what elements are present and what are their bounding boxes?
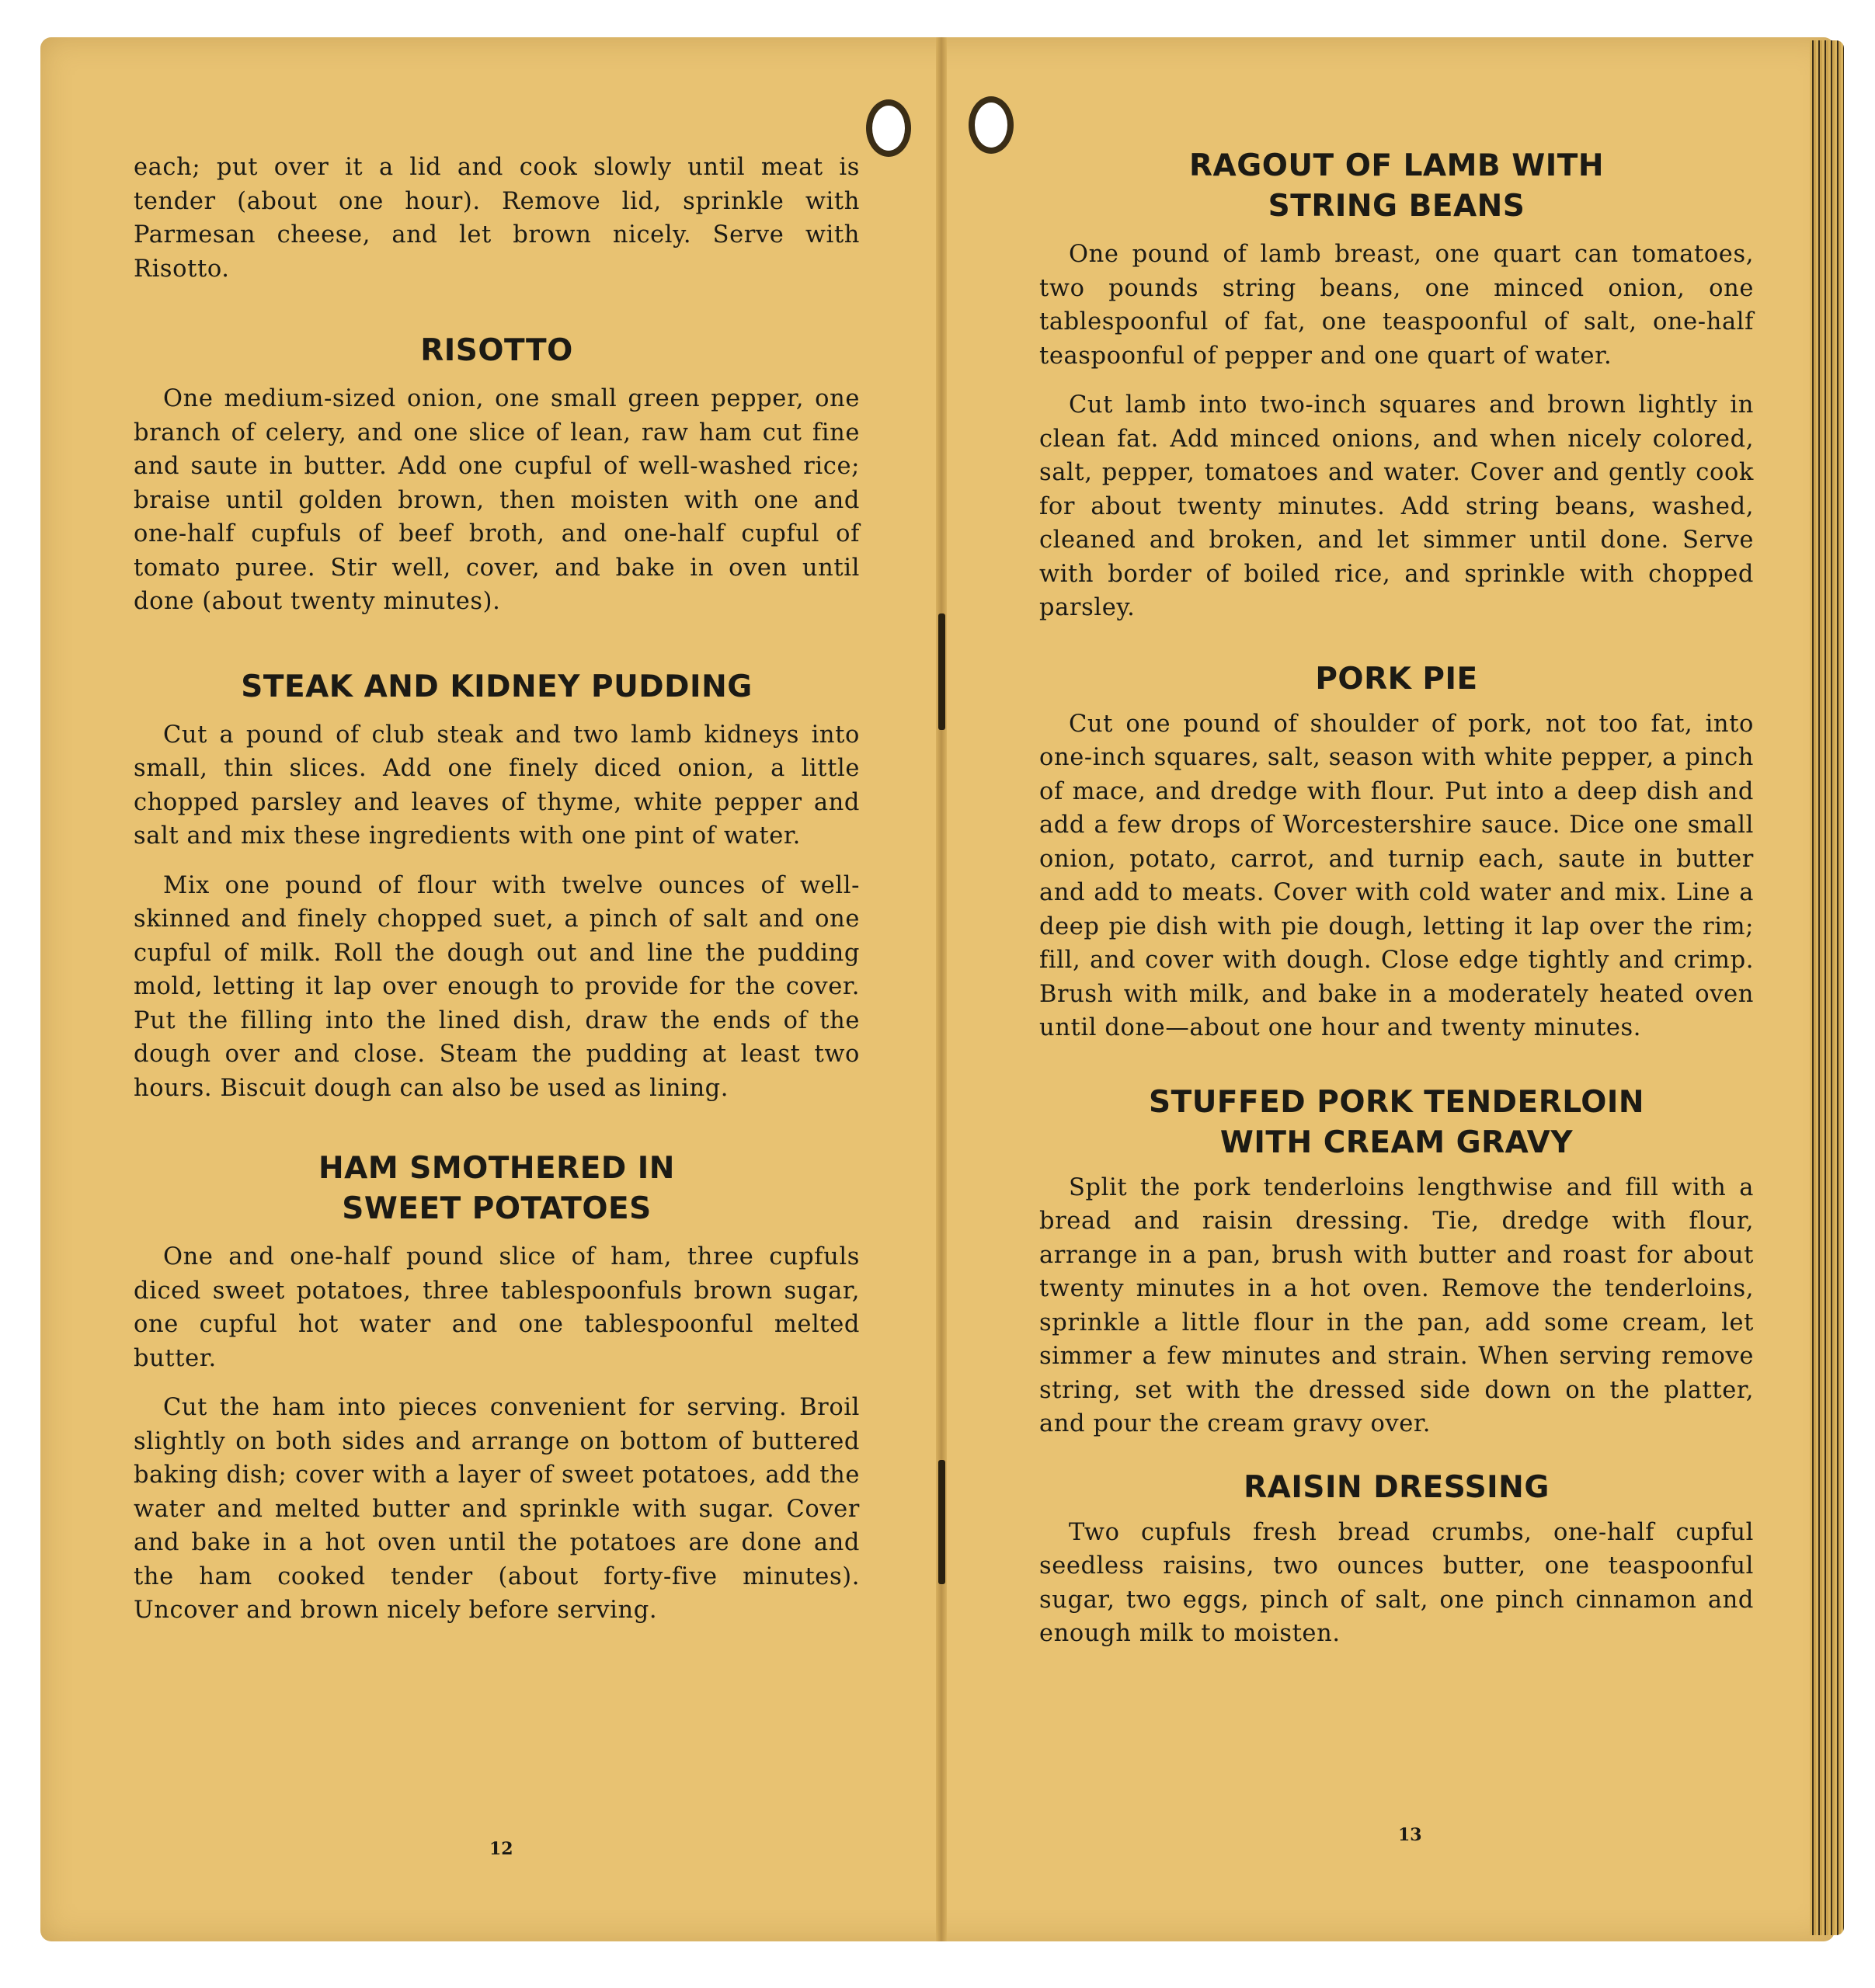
pork-pie-title: PORK PIE <box>1315 661 1478 697</box>
stuffed-pork-title-line-1: STUFFED PORK TENDERLOIN <box>1149 1084 1644 1120</box>
raisin-dressing-title: RAISIN DRESSING <box>1244 1469 1550 1505</box>
right-column <box>1039 146 1754 1667</box>
steak-kidney-paragraph-2: Mix one pound of flour with twelve ounces of well-skinned and finely chopped suet, a pinch of salt and one cupful of milk. Roll the dough out and line the pudding mold, letting it lap over enough to provide for the cover. Put the filling into the lined dish, draw the ends of the dough over and close. Steam the pudding at least two hours. Biscuit dough can also be used as lining. <box>134 871 860 1102</box>
ragout-title-line-1: RAGOUT OF LAMB WITH <box>1188 148 1605 183</box>
stuffed-pork-title-line-2: WITH CREAM GRAVY <box>1219 1124 1574 1160</box>
page-number-left: 12 <box>489 1839 513 1859</box>
ham-paragraph-1: One and one-half pound slice of ham, three cupfuls diced sweet potatoes, three tablespoonfuls brown sugar, one cupful hot water and one tablespoonful melted butter. <box>134 1243 860 1372</box>
risotto-title: RISOTTO <box>420 333 573 368</box>
page-number-right: 13 <box>1398 1825 1422 1845</box>
ham-title-line-1: HAM SMOTHERED IN <box>318 1151 675 1186</box>
raisin-dressing-paragraph: Two cupfuls fresh bread crumbs, one-half cupful seedless raisins, two ounces butter, one teaspoonful sugar, two eggs, pinch of salt, one pinch cinnamon and enough milk to moisten. <box>1039 1518 1754 1647</box>
pork-pie-paragraph: Cut one pound of shoulder of pork, not too fat, into one-inch squares, salt, season with white pepper, a pinch of mace, and dredge with flour. Put into a deep dish and add a few drops of Worcestershire sauce. Dice one small onion, potato, carrot, and turnip each, saute in butter and add to meats. Cover with cold water and mix. Line a deep pie dish with pie dough, letting it lap over the rim; fill, and cover with dough. Close edge tightly and crimp. Brush with milk, and bake in a moderately heated oven until done—about one hour and twenty minutes. <box>1039 710 1754 1041</box>
right-page <box>941 37 1842 1941</box>
left-page <box>40 37 941 1941</box>
intro-paragraph: each; put over it a lid and cook slowly until meat is tender (about one hour). Remove lid, sprinkle with Parmesan cheese, and let brown nicely. Serve with Risotto. <box>134 154 860 283</box>
ragout-title-line-2: STRING BEANS <box>1268 189 1525 224</box>
ragout-paragraph-2: Cut lamb into two-inch squares and brown lightly in clean fat. Add minced onions, and when nicely colored, salt, pepper, tomatoes and water. Cover and gently cook for about twenty minutes. Add string beans, washed, cleaned and broken, and let simmer until done. Serve with border of boiled rice, and sprinkle with chopped parsley. <box>1039 391 1754 621</box>
risotto-paragraph: One medium-sized onion, one small green pepper, one branch of celery, and one slice of lean, raw ham cut fine and saute in butter. Add one cupful of well-washed rice; braise until golden brown, then moisten with one and one-half cupfuls of beef broth, and one-half cupful of tomato puree. Stir well, cover, and bake in oven until done (about twenty minutes). <box>134 385 860 615</box>
ham-title-line-2: SWEET POTATOES <box>342 1191 652 1226</box>
ham-paragraph-2: Cut the ham into pieces convenient for serving. Broil slightly on both sides and arrange on bottom of buttered baking dish; cover with a layer of sweet potatoes, add the water and melted butter and sprinkle with sugar. Cover and bake in a hot oven until the potatoes are done and the ham cooked tender (about forty-five minutes). Uncover and brown nicely before serving. <box>134 1394 860 1624</box>
stuffed-pork-paragraph: Split the pork tenderloins lengthwise and fill with a bread and raisin dressing. Tie, dredge with flour, arrange in a pan, brush with butter and roast for about twenty minutes in a hot oven. Remove the tenderloins, sprinkle a little flour in the pan, add some cream, let simmer a few minutes and strain. When serving remove string, set with the dressed side down on the platter, and pour the cream gravy over. <box>1039 1173 1754 1437</box>
steak-kidney-title: STEAK AND KIDNEY PUDDING <box>241 669 753 704</box>
ragout-paragraph-1: One pound of lamb breast, one quart can tomatoes, two pounds string beans, one minced onion, one tablespoonful of fat, one teaspoonful of salt, one-half teaspoonful of pepper and one quart of water. <box>1039 241 1754 370</box>
steak-kidney-paragraph-1: Cut a pound of club steak and two lamb kidneys into small, thin slices. Add one finely diced onion, a little chopped parsley and leaves of thyme, white pepper and salt and mix these ingredients with one pint of water. <box>134 721 860 850</box>
left-column <box>134 151 860 1643</box>
